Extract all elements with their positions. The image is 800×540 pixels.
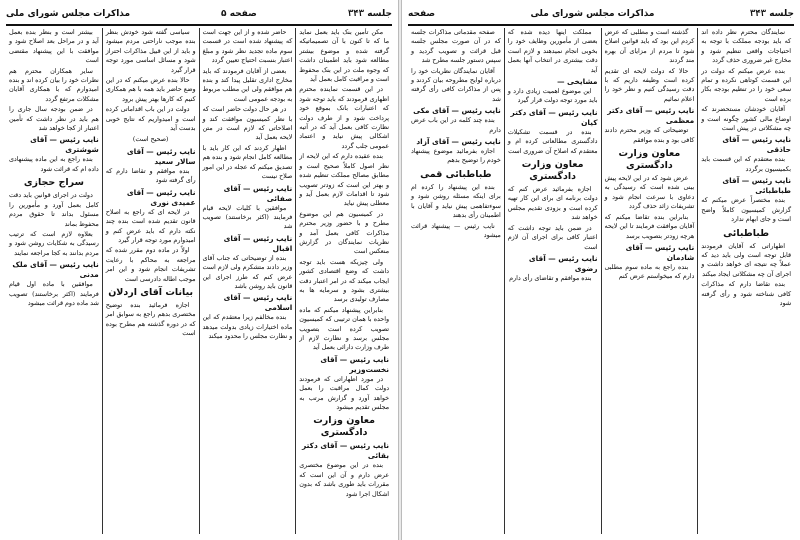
right-page-header xyxy=(408,4,794,26)
paragraph: آقایان نمایندگان نظریات خود را درباره لوایح مطروحه بیان کردند و پس از مذاکرات کافی رأی گرفته شد xyxy=(411,67,501,103)
paragraph: بنده معتقدم که این قسمت باید بکمیسیون برگردد xyxy=(701,156,791,173)
section-heading: معاون وزارت دادگستری xyxy=(313,415,376,439)
paragraph: بعضی از آقایان فرمودند که باید مخارج اداری تقلیل پیدا کند و بنده هم موافقم ولی این مطلب مربوط به بودجه عمومی است xyxy=(202,67,293,103)
paragraph: در ضمن بودجه سال جاری را هم باید در نظر داشت که تأمین اعتبار از کجا خواهد شد xyxy=(9,106,99,133)
speaker-heading: نایب رئیس — آقای رضوی xyxy=(528,253,598,273)
paragraph: سیاسی گفته شود خودش بنظر بنده موجب ناراحتی مردم میشود و باید از این قبیل مذاکرات احتراز شود و مسائل اساسی مورد توجه قرار گیرد xyxy=(105,29,196,74)
paragraph: در مورد اظهاراتی که فرمودند دولت کمال مراقبت را بعمل خواهد آورد و گزارش مرتب به مجلس تقدیم میشود xyxy=(299,375,389,412)
paragraph: بنده این پیشنهاد را کرده ام برای اینکه مسئله روشن شود و سوءتفاهمی پیش نیاید و آقایان با اطمینان رأی بدهند xyxy=(411,183,501,220)
paragraph: گذشته است و مطلبی که عرض کردم این بود که باید قوانین اصلاح شود تا مردم از مزایای آن بهره مند گردند xyxy=(604,29,695,65)
paragraph: موافقین با کلیات لایحه قیام فرمایند (اکثر برخاستند) تصویب شد xyxy=(202,204,293,231)
section-heading: سراج حجازی xyxy=(23,177,84,189)
paragraph: این موضوع اهمیت زیادی دارد و باید مورد توجه دولت قرار گیرد xyxy=(507,88,598,105)
right-session-label: جلسه ۳۴۳ xyxy=(749,9,794,19)
inline-note: (صحیح است) xyxy=(132,136,169,144)
speaker-heading: نایب رئیس — آقای شادمان xyxy=(625,242,695,262)
speaker-heading: نایب رئیس — آقای شوشتری xyxy=(30,135,99,155)
paragraph: بنده مختصراً عرض میکنم که گزارش کمیسیون کاملاً واضح است و جای ابهام ندارد xyxy=(701,197,791,224)
section-heading: طباطبائی قمی xyxy=(420,168,492,180)
paragraph: صفحه مقدماتی مذاکرات جلسه که در آن صورت مجلس جلسه قبل قرائت و تصویب گردید و سپس دستور جلسه مطرح شد xyxy=(411,29,501,65)
speaker-heading: نایب رئیس — آقای ملک مدنی xyxy=(12,260,99,280)
right-page-number: صفحه xyxy=(408,9,436,19)
paragraph: بنده در این موضوع مختصری عرض دارم و آن این است که مقررات باید طوری باشد که بدون اشکال اجرا شود xyxy=(299,462,389,498)
left-page-title: مذاکرات مجلس شورای ملی xyxy=(6,9,131,19)
paragraph: نمایندگان محترم نظر داده اند که باید بودجه مملکت با توجه به احتیاجات واقعی تنظیم شود و مخارج غیر ضروری حذف گردد xyxy=(701,29,791,65)
left-page xyxy=(0,0,398,540)
speaker-heading: نایب رئیس — آقای صفائی xyxy=(223,183,293,203)
right-page xyxy=(402,0,800,540)
paragraph: توضیحاتی که وزیر محترم دادند کافی بود و بنده موافقم xyxy=(604,127,695,144)
paragraph: در این قسمت نماینده محترم اظهاری فرمودند که باید توجه شود که اعتبارات بانک بموقع خود پرداخت شود و از طرف دولت نظارت کافی بعمل آید که در آتیه اشکالی پیش نیاید و اعتماد عمومی جلب گردد xyxy=(299,86,389,150)
paragraph: بنابراین بنده تقاضا میکنم که آقایان موافقت فرمایند تا این لایحه هرچه زودتر بتصویب برسد xyxy=(604,213,695,240)
paragraph: بیشتر است و بنظر بنده بعمل آید و در مراحل بعد اصلاح شود و موافقت با این پیشنهاد مقتضی است xyxy=(9,29,99,65)
paragraph: آقایان خودشان مستحضرند که اوضاع مالی کشور چگونه است و چه مشکلاتی در پیش است xyxy=(701,106,791,133)
left-column-1 xyxy=(296,28,392,534)
paragraph: اظهار کردند که این کار باید با مطالعه کامل انجام شود و بنده هم تصدیق میکنم که عجله در این امور صلاح نیست xyxy=(202,144,293,181)
paragraph: بنده عرض میکنم که دولت در این قسمت کوتاهی نکرده و تمام سعی خود را در تنظیم بودجه بکار برده است xyxy=(701,67,791,103)
speaker-heading: نایب رئیس — آقای سالار سعید xyxy=(126,146,196,166)
paragraph: سایر همکاران محترم هم نظرات خود را بیان کرده اند و بنده امیدوارم که با همکاری آقایان مشکلات مرتفع گردد xyxy=(9,67,99,103)
left-column-3 xyxy=(103,28,200,534)
paragraph: اظهاراتی که آقایان فرمودند قابل توجه است ولی باید دید که عملاً چه نتیجه ای خواهد داشت و اجرای آن چه مشکلاتی ایجاد میکند xyxy=(701,242,791,278)
paragraph: بنده موافقم و تقاضا دارم که رأی گرفته شود xyxy=(105,167,196,185)
section-heading: معاون وزارت دادگستری xyxy=(521,159,584,183)
paragraph: اجازه بفرمائید عرض کنم که دولت برنامه ای برای این کار تهیه کرده است و بزودی تقدیم مجلس خواهد شد xyxy=(507,186,598,222)
speaker-heading: نایب رئیس — آقای عمیدی نوری xyxy=(126,187,196,207)
right-column-4 xyxy=(408,28,505,534)
paragraph: بنده مخالفم زیرا معتقدم که این ماده اختیارات زیادی بدولت میدهد و نظارت مجلس را محدود میکند xyxy=(202,314,293,341)
right-column-3 xyxy=(505,28,602,534)
left-page-number: صفحه ۵ xyxy=(221,9,257,19)
paragraph: بنده تقاضا دارم که مذاکرات کافی شناخته شود و رأی گرفته شود xyxy=(701,281,791,307)
paragraph: بنده عقیده دارم که این لایحه از نظر اصول کاملاً صحیح است و مطابق مصالح مملکت تنظیم شده و بهتر این است که زودتر تصویب شود تا اقدامات لازم بعمل آید و معطلی پیش نیاید xyxy=(299,153,389,208)
speaker-heading: نایب رئیس — آقای مکی xyxy=(413,106,501,116)
paragraph: حالا بنده عرض میکنم که در این وضع حاضر باید همه با هم همکاری کنیم که کارها بهتر پیش برود xyxy=(105,77,196,103)
speaker-heading: نایب رئیس — آقای حاذقی xyxy=(722,135,791,155)
speaker-heading: نایب رئیس — آقای دکتر معظمی xyxy=(607,106,695,126)
paragraph: بنده از توضیحاتی که جناب آقای وزیر دادند متشکرم ولی لازم است عرض کنم که طرز اجرای این قانون باید روشن باشد xyxy=(202,254,293,290)
paragraph: بنده چند کلمه در این باب عرض دارم xyxy=(411,117,501,134)
section-heading: معاون وزارت دادگستری xyxy=(618,148,681,172)
section-heading: بیانات آقای اردلان xyxy=(108,286,194,298)
paragraph: موافقین با ماده اول قیام فرمایند (اکثر برخاستند) تصویب شد ماده دوم قرائت میشود xyxy=(9,281,99,307)
paragraph: ولی چیزیکه هست باید توجه داشت که وضع اقتصادی کشور ایجاب میکند که در امر اعتبار دقت بیشتری بشود و سرمایه ها به مصارف تولیدی برسد xyxy=(299,258,389,304)
speaker-heading: مشایخی — xyxy=(557,77,598,87)
paragraph: در هر حال دولت حاضر است که با نظر کمیسیون موافقت کند و اصلاحاتی که لازم است در متن لایحه بعمل آید xyxy=(202,106,293,142)
speaker-heading: نایب رئیس — آقای نخست‌وزیر xyxy=(320,354,389,374)
paragraph: حاضر شده و از این جهت است که پیشنهاد شده است در قسمت سوم ماده تجدید نظر شود و مبلغ اعتبار بنسبت احتیاج تعیین گردد xyxy=(202,29,293,65)
paragraph: حالا که دولت لایحه ای تقدیم کرده است وظیفه داریم که با دقت رسیدگی کنیم و نظر خود را اعلام نمائیم xyxy=(604,67,695,103)
paragraph: بنده موافقم و تقاضای رأی دارم xyxy=(509,274,592,282)
left-column-2 xyxy=(200,28,297,534)
paragraph: بنده راجع به ماده سوم مطلبی دارم که میخواستم عرض کنم xyxy=(604,263,695,281)
paragraph: عرض شود که در این لایحه پیش بینی شده است که رسیدگی به دعاوی با سرعت انجام شود و تشریفات زائد حذف گردد xyxy=(604,175,695,211)
speaker-heading: نایب رئیس — آقای دکتر کیان xyxy=(510,107,598,127)
paragraph: اجازه بفرمائید موضوع پیشنهاد خودم را توضیح بدهم xyxy=(411,148,501,165)
left-column-4 xyxy=(6,28,103,534)
paragraph: نایب رئیس — پیشنهاد قرائت میشود xyxy=(411,222,501,239)
paragraph: مملکت اینها دیده شده که بعضی از مأمورین وظایف خود را بخوبی انجام نمیدهند و لازم است دقت بیشتری در انتخاب آنها بعمل آید xyxy=(507,29,598,74)
paragraph: در ضمن باید توجه داشت که اعتبار کافی برای اجرای آن لازم است xyxy=(507,224,598,251)
paragraph: دولت در این باب اقداماتی کرده است و امیدواریم که نتایج خوبی بدست آید xyxy=(105,106,196,133)
speaker-heading: نایب رئیس — آقای اسلامی xyxy=(223,293,293,313)
right-page-title: مذاکرات مجلس شورای ملی xyxy=(530,9,655,19)
speaker-heading: نایب رئیس — آقای اقبال xyxy=(223,233,293,253)
right-column-1 xyxy=(698,28,794,534)
section-heading: طباطبائی xyxy=(723,227,770,239)
speaker-heading: نایب رئیس — آقای دکتر بقائی xyxy=(302,441,389,461)
speaker-heading: نایب رئیس — آقای آزاد xyxy=(416,137,501,147)
right-column-2 xyxy=(602,28,699,534)
paragraph: در کمیسیون هم این موضوع مطرح و با حضور وزیر محترم مذاکرات کافی بعمل آمد و نظریات نمایندگان در گزارش منعکس است xyxy=(299,210,389,256)
paragraph: در لایحه ای که راجع به اصلاح قانون تقدیم شده است بنده چند نکته دارم که باید عرض کنم و امیدوارم مورد توجه قرار گیرد xyxy=(105,208,196,244)
left-page-header xyxy=(6,4,392,26)
speaker-heading: نایب رئیس — آقای طباطبائی xyxy=(722,176,791,196)
paragraph: بنده راجع به این ماده پیشنهادی داده ام که قرائت شود xyxy=(9,156,99,173)
paragraph: دولت در اجرای قوانین باید دقت کامل بعمل آورد و مأمورین را مسئول بداند تا حقوق مردم محفوظ بماند xyxy=(9,192,99,228)
left-session-label: جلسه ۳۴۳ xyxy=(347,9,392,19)
paragraph: بعلاوه لازم است که ترتیب رسیدگی به شکایات روشن شود و مردم بدانند به کجا مراجعه نمایند xyxy=(9,230,99,257)
paragraph: مکن تأمین بنک باید بعمل نماید ما که تا کنون با آن تصمیماتیکه گرفته شده و موضوع بیشتر مطالعه شود باید اطمینان داشت که وجوه ملت در این بنک محفوظ است و مراقبت کامل بعمل آید xyxy=(299,29,389,84)
paragraph: اجازه فرمائید بنده توضیح مختصری بدهم راجع به سوابق امر که در دوره گذشته هم مطرح بوده است xyxy=(105,301,196,338)
left-columns xyxy=(6,28,392,534)
paragraph: اولاً در ماده دوم مقرر شده که مراجعه به محاکم با رعایت تشریفات انجام شود و این امر موجب اطاله دادرسی است xyxy=(105,247,196,283)
right-columns xyxy=(408,28,794,534)
paragraph: بنده در قسمت تشکیلات دادگستری مطالعاتی کرده ام و معتقدم که اصلاح آن ضروری است xyxy=(507,128,598,155)
paragraph: بنابراین پیشنهاد میکنم که ماده واحده با همان ترتیبی که کمیسیون تصویب کرده است بتصویب مجلس برسد و نظارت لازم از طرف وزارت دارائی بعمل آید xyxy=(299,306,389,352)
